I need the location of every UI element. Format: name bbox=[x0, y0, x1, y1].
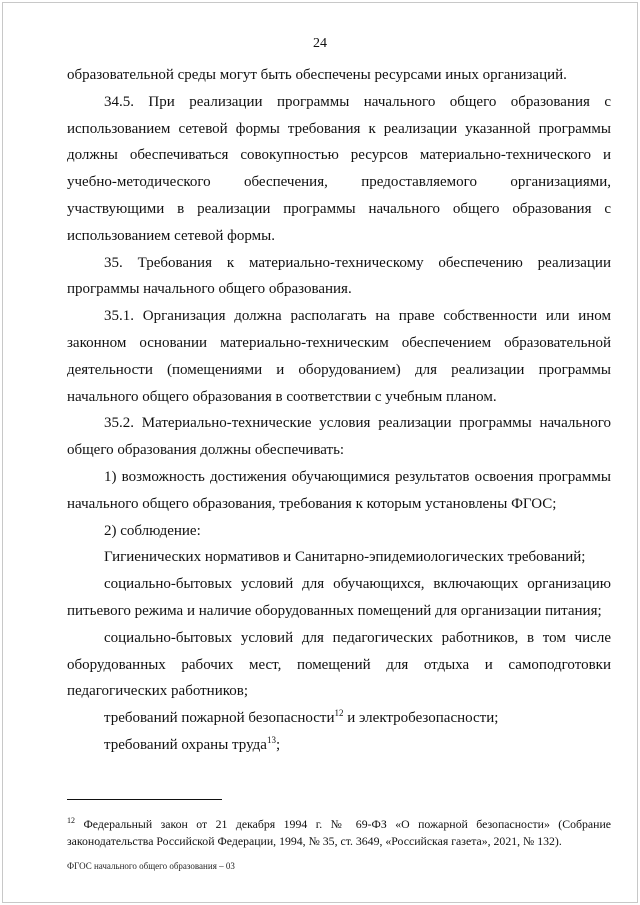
sub-item-labor-safety: требований охраны труда$^{13}$; bbox=[104, 734, 281, 753]
page-number: 24 bbox=[313, 36, 327, 51]
list-item-1: 1) возможность достижения обучающимися результатов освоения программы начального общего образования, требования к которым установлены ФГОС; bbox=[67, 468, 611, 512]
footnote-marker: 12 bbox=[67, 816, 75, 825]
paragraph-35-2: 35.2. Материально-технические условия реализации программы начального общего образования должны обеспечивать: bbox=[67, 415, 611, 459]
footer-mark: ФГОС начального общего образования – 03 bbox=[67, 861, 235, 871]
document-body bbox=[67, 62, 611, 759]
sub-item-students-conditions: социально-бытовых условий для обучающихся, включающих организацию питьевого режима и наличие оборудованных помещений для организации питания; bbox=[67, 576, 611, 619]
footnote-ref-12[interactable]: 12 bbox=[334, 708, 344, 719]
footnote-text: Федеральный закон от 21 декабря 1994 г. № 69-ФЗ «О пожарной безопасности» (Собрание законодательства Российской Федерации, 1994, № 35, ст. 3649, «Российская газета», 2021, № 132). bbox=[67, 817, 611, 848]
sub-item-teachers-conditions: социально-бытовых условий для педагогических работников, в том числе оборудованных рабочих мест, помещений для отдыха и самоподготовки педагогических работников; bbox=[67, 629, 611, 700]
paragraph-35-1: 35.1. Организация должна располагать на праве собственности или ином законном основании материально-техническим обеспечением образовательной деятельности (помещениями и оборудованием) для реализации программы начального общего образования в соответствии с учебным планом. bbox=[67, 308, 611, 405]
list-item-2: 2) соблюдение: bbox=[104, 522, 201, 539]
footnote-ref-13[interactable]: 13 bbox=[266, 734, 276, 745]
footnote-12 bbox=[67, 816, 611, 850]
sub-item-hygiene: Гигиенических нормативов и Санитарно-эпидемиологических требований; bbox=[104, 549, 586, 566]
sub-item-fire-safety: требований пожарной безопасности$^{12}$ и электробезопасности; bbox=[104, 708, 499, 727]
paragraph-35: 35. Требования к материально-техническому обеспечению реализации программы начального общего образования. bbox=[67, 254, 611, 298]
footnote-separator bbox=[67, 799, 222, 800]
paragraph-continuation: образовательной среды могут быть обеспечены ресурсами иных организаций. bbox=[67, 67, 567, 83]
paragraph-34-5: 34.5. При реализации программы начального общего образования с использованием сетевой формы требования к реализации указанной программы должны обеспечиваться совокупностью ресурсов материально-технического и учебно-методического обеспечения, предоставляемого организациями, участвующими в реализации программы начального общего образования с использованием сетевой формы. bbox=[67, 93, 611, 244]
